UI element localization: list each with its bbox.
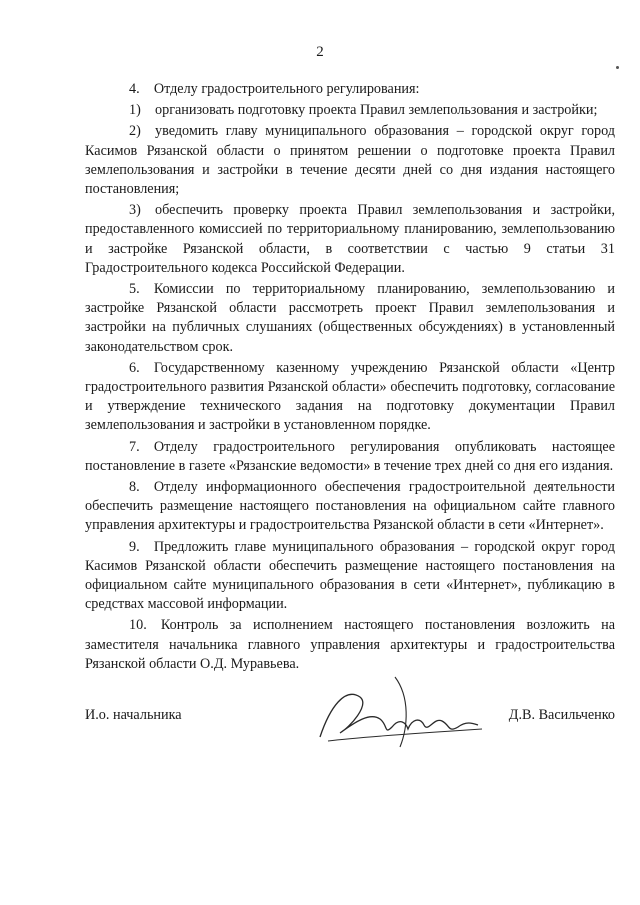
paragraph-10: 10. Контроль за исполнением настоящего постановления возложить на заместителя начальника главного управления архитектуры и градостроительства Рязанской области О.Д. Муравьева. (85, 617, 615, 672)
paragraph-4: 4. Отделу градостроительного регулирования: (129, 81, 420, 97)
document-body (85, 80, 615, 674)
paragraph-4-1: 1) организовать подготовку проекта Правил землепользования и застройки; (129, 102, 598, 119)
paragraph-6: 6. Государственному казенному учреждению Рязанской области «Центр градостроительного развития Рязанской области» обеспечить подготовку, согласование и утверждение технического задания на подготовку документации Правил землепользования и застройки в установленном порядке. (85, 359, 615, 434)
paragraph-8: 8. Отделу информационного обеспечения градостроительной деятельности обеспечить размещение настоящего постановления на официальном сайте главного управления архитектуры и градостроительства Рязанской области в сети «Интернет». (85, 479, 615, 534)
paragraph-5: 5. Комиссии по территориальному планированию, землепользованию и застройке Рязанской области рассмотреть проект Правил землепользования и застройки на публичных слушаниях (общественных обсуждениях) в установленный законодательством срок. (85, 281, 615, 355)
scan-speck (616, 66, 619, 69)
signatory-name: Д.В. Васильченко (508, 707, 615, 723)
paragraph-4-3: 3) обеспечить проверку проекта Правил землепользования и застройки, предоставленного комиссией по территориальному планированию, землепользованию и застройке Рязанской области, в соответствии с частью 9 статьи 31 Градостроительного кодекса Российской Федерации. (85, 202, 615, 276)
paragraph-9: 9. Предложить главе муниципального образования – городской округ город Касимов Рязанской области обеспечить размещение настоящего постановления на официальном сайте муниципального образования в сети «Интернет», публикацию в средствах массовой информации. (85, 538, 615, 613)
page-number: 2 (316, 44, 324, 60)
signature-block (85, 703, 615, 763)
handwritten-signature (300, 667, 490, 757)
signatory-position: И.о. начальника (85, 707, 182, 723)
paragraph-4-2: 2) уведомить главу муниципального образования – городской округ город Касимов Рязанской области о принятом решении о подготовке проекта Правил землепользования и застройки в течение десяти дней со дня издания настоящего постановления; (85, 123, 615, 198)
paragraph-7: 7. Отделу градостроительного регулирования опубликовать настоящее постановление в газете «Рязанские ведомости» в течение трех дней со дня его издания. (85, 438, 615, 474)
